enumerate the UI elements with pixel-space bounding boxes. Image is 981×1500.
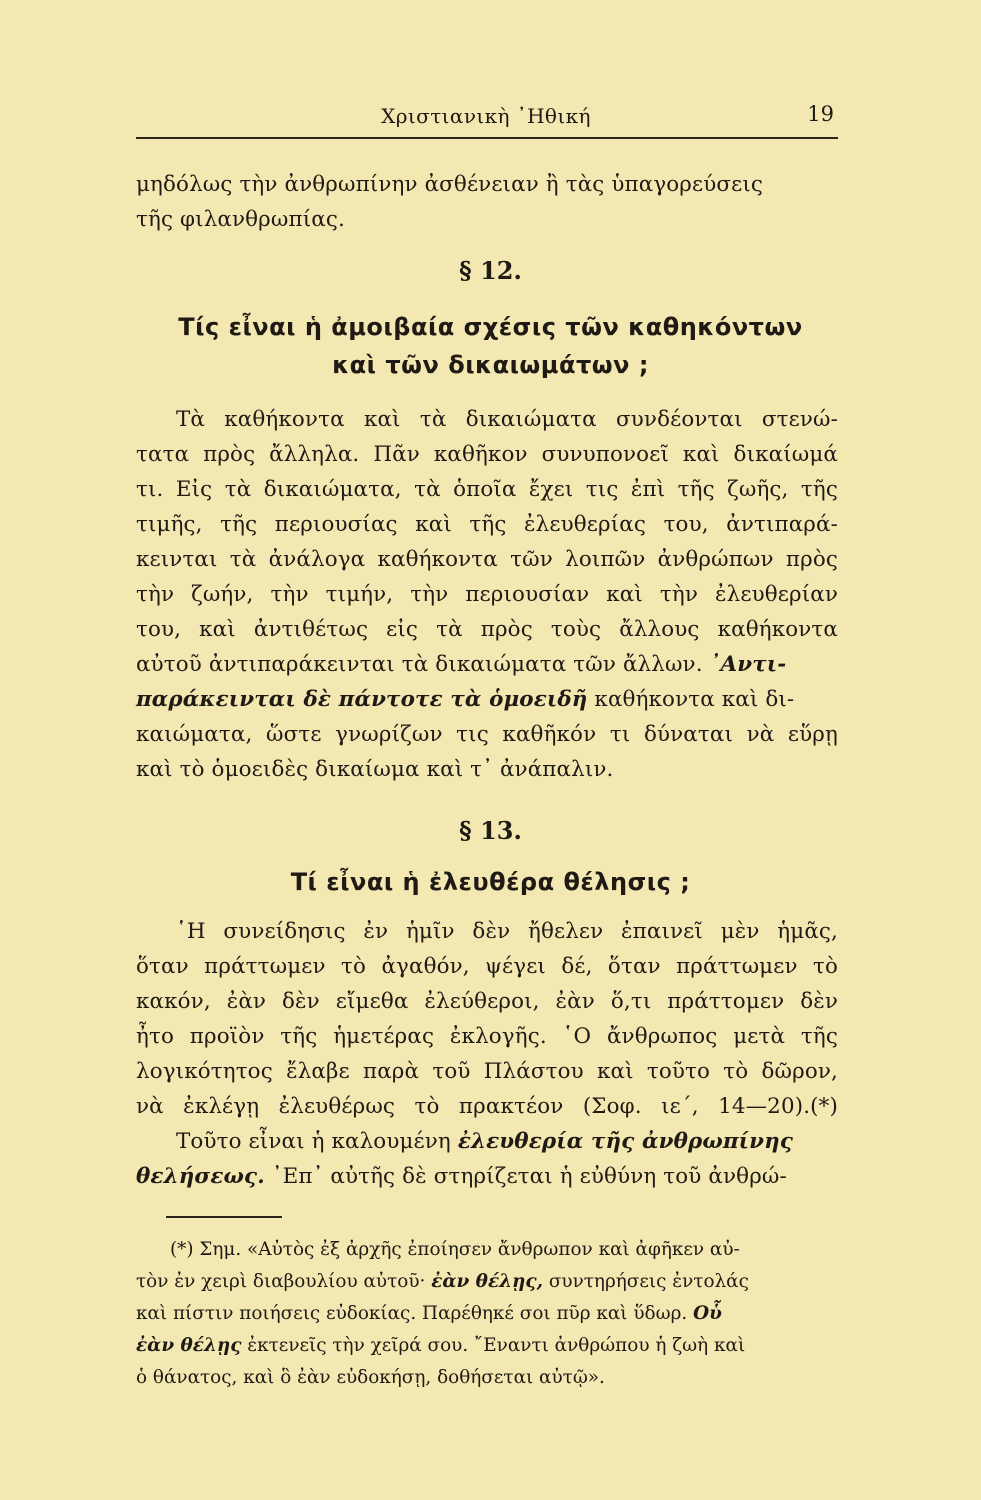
- s12-line-3: τι. Εἰς τὰ δικαιώματα, τὰ ὁποῖα ἔχει τις ἐπὶ τῆς ζωῆς, τῆς: [136, 477, 838, 502]
- s12-line-8: [136, 653, 838, 677]
- s12-line-8-emphasis: ᾿Αντι-: [709, 652, 787, 677]
- s13-line-3: κακόν, ἐὰν δὲν εἴμεθα ἐλεύθεροι, ἐὰν ὅ,τι πράττομεν δὲν: [136, 989, 838, 1014]
- s12-line-4: τιμῆς, τῆς περιουσίας καὶ τῆς ἐλευθερίας του, ἀντιπαρά-: [136, 512, 838, 537]
- s12-line-9-emphasis: παράκεινται δὲ πάντοτε τὰ ὁμοειδῆ: [136, 687, 588, 712]
- s12-line-10: καιώματα, ὥστε γνωρίζων τις καθῆκόν τι δύναται νὰ εὕρῃ: [136, 722, 838, 747]
- s13-line-7-emphasis: ἐλευθερία τῆς ἀνθρωπίνης: [457, 1129, 794, 1154]
- s13-line-1: ῾Η συνείδησις ἐν ἡμῖν δὲν ἤθελεν ἐπαινεῖ μὲν ἡμᾶς,: [176, 919, 838, 944]
- running-title: Χριστιανικὴ ᾿Ηθική: [381, 104, 591, 128]
- running-header: [136, 102, 836, 136]
- s12-line-5: κεινται τὰ ἀνάλογα καθήκοντα τῶν λοιπῶν ἀνθρώπων πρὸς: [136, 547, 838, 572]
- s12-line-6: τὴν ζωήν, τὴν τιμήν, τὴν περιουσίαν καὶ τὴν ἐλευθερίαν: [136, 582, 838, 607]
- s12-line-2: τατα πρὸς ἄλληλα. Πᾶν καθῆκον συνυπονοεῖ καὶ δικαίωμά: [136, 442, 838, 467]
- s12-line-1: Τὰ καθήκοντα καὶ τὰ δικαιώματα συνδέονται στενώ-: [176, 407, 838, 432]
- intro-line-1: μηδόλως τὴν ἀνθρωπίνην ἀσθένειαν ἢ τὰς ὑπαγορεύσεις: [136, 172, 764, 197]
- footnote-line-4: [136, 1336, 838, 1356]
- s12-line-9-text: καθήκοντα καὶ δι-: [587, 687, 795, 712]
- s12-line-7: του, καὶ ἀντιθέτως εἰς τὰ πρὸς τοὺς ἄλλους καθήκοντα: [136, 617, 838, 642]
- footnote-line-1: (*) Σημ. «Αὐτὸς ἐξ ἀρχῆς ἐποίησεν ἄνθρωπον καὶ ἀφῆκεν αὐ-: [170, 1239, 740, 1260]
- s13-line-8-text: ᾿Επ᾿ αὐτῆς δὲ στηρίζεται ἡ εὐθύνη τοῦ ἀνθρώ-: [264, 1164, 787, 1189]
- s13-line-8: [136, 1165, 838, 1189]
- footnote-line-3-emphasis: Οὗ: [693, 1303, 722, 1324]
- footnote-line-3-text: καὶ πίστιν ποιήσεις εὐδοκίας. Παρέθηκέ σοι πῦρ καὶ ὕδωρ.: [136, 1303, 694, 1324]
- s13-line-4: ἦτο προϊὸν τῆς ἡμετέρας ἐκλογῆς. ῾Ο ἄνθρωπος μετὰ τῆς: [136, 1024, 838, 1049]
- footnote-line-2-text-a: τὸν ἐν χειρὶ διαβουλίου αὐτοῦ·: [136, 1271, 432, 1292]
- s12-line-8-text: αὐτοῦ ἀντιπαράκεινται τὰ δικαιώματα τῶν ἄλλων.: [136, 652, 710, 677]
- s12-line-9: [136, 688, 838, 712]
- footnote-line-5: ὁ θάνατος, καὶ ὃ ἐὰν εὐδοκήσῃ, δοθήσεται αὐτῷ».: [136, 1367, 605, 1388]
- s13-line-6: νὰ ἐκλέγῃ ἐλευθέρως τὸ πρακτέον (Σοφ. ιε΄, 14—20).(*): [136, 1094, 838, 1119]
- s13-line-7-text: Τοῦτο εἶναι ἡ καλουμένη: [176, 1129, 458, 1154]
- footnote-line-2: [136, 1272, 838, 1292]
- s12-line-11: καὶ τὸ ὁμοειδὲς δικαίωμα καὶ τ᾿ ἀνάπαλιν.: [136, 757, 614, 782]
- s13-line-7: [176, 1130, 838, 1154]
- s13-line-2: ὅταν πράττωμεν τὸ ἀγαθόν, ψέγει δέ, ὅταν πράττωμεν τὸ: [136, 954, 838, 979]
- section-12-heading-line-1: Τίς εἶναι ἡ ἀμοιβαία σχέσις τῶν καθηκόντων: [178, 313, 803, 341]
- footnote-rule: [166, 1216, 282, 1218]
- section-12-mark: § 12.: [459, 256, 522, 285]
- header-rule: [136, 137, 838, 139]
- footnote-line-4-text: ἐκτενεῖς τὴν χεῖρά σου. ῎Εναντι ἀνθρώπου ἡ ζωὴ καὶ: [241, 1335, 746, 1356]
- page-number: 19: [807, 102, 834, 126]
- section-13-mark: § 13.: [459, 816, 522, 845]
- footnote-line-2-emphasis: ἐὰν θέλῃς,: [431, 1271, 543, 1292]
- s13-line-8-emphasis: θελήσεως.: [136, 1164, 265, 1189]
- footnote-line-3: [136, 1304, 838, 1324]
- s13-line-5: λογικότητος ἔλαβε παρὰ τοῦ Πλάστου καὶ τοῦτο τὸ δῶρον,: [136, 1059, 838, 1084]
- section-13-heading: Τί εἶναι ἡ ἐλευθέρα θέλησις ;: [290, 868, 691, 896]
- footnote-line-4-emphasis: ἐὰν θέλῃς: [136, 1335, 242, 1356]
- section-12-heading-line-2: καὶ τῶν δικαιωμάτων ;: [332, 351, 649, 379]
- footnote-line-2-text-b: συντηρήσεις ἐντολάς: [543, 1271, 749, 1292]
- intro-line-2: τῆς φιλανθρωπίας.: [136, 207, 345, 232]
